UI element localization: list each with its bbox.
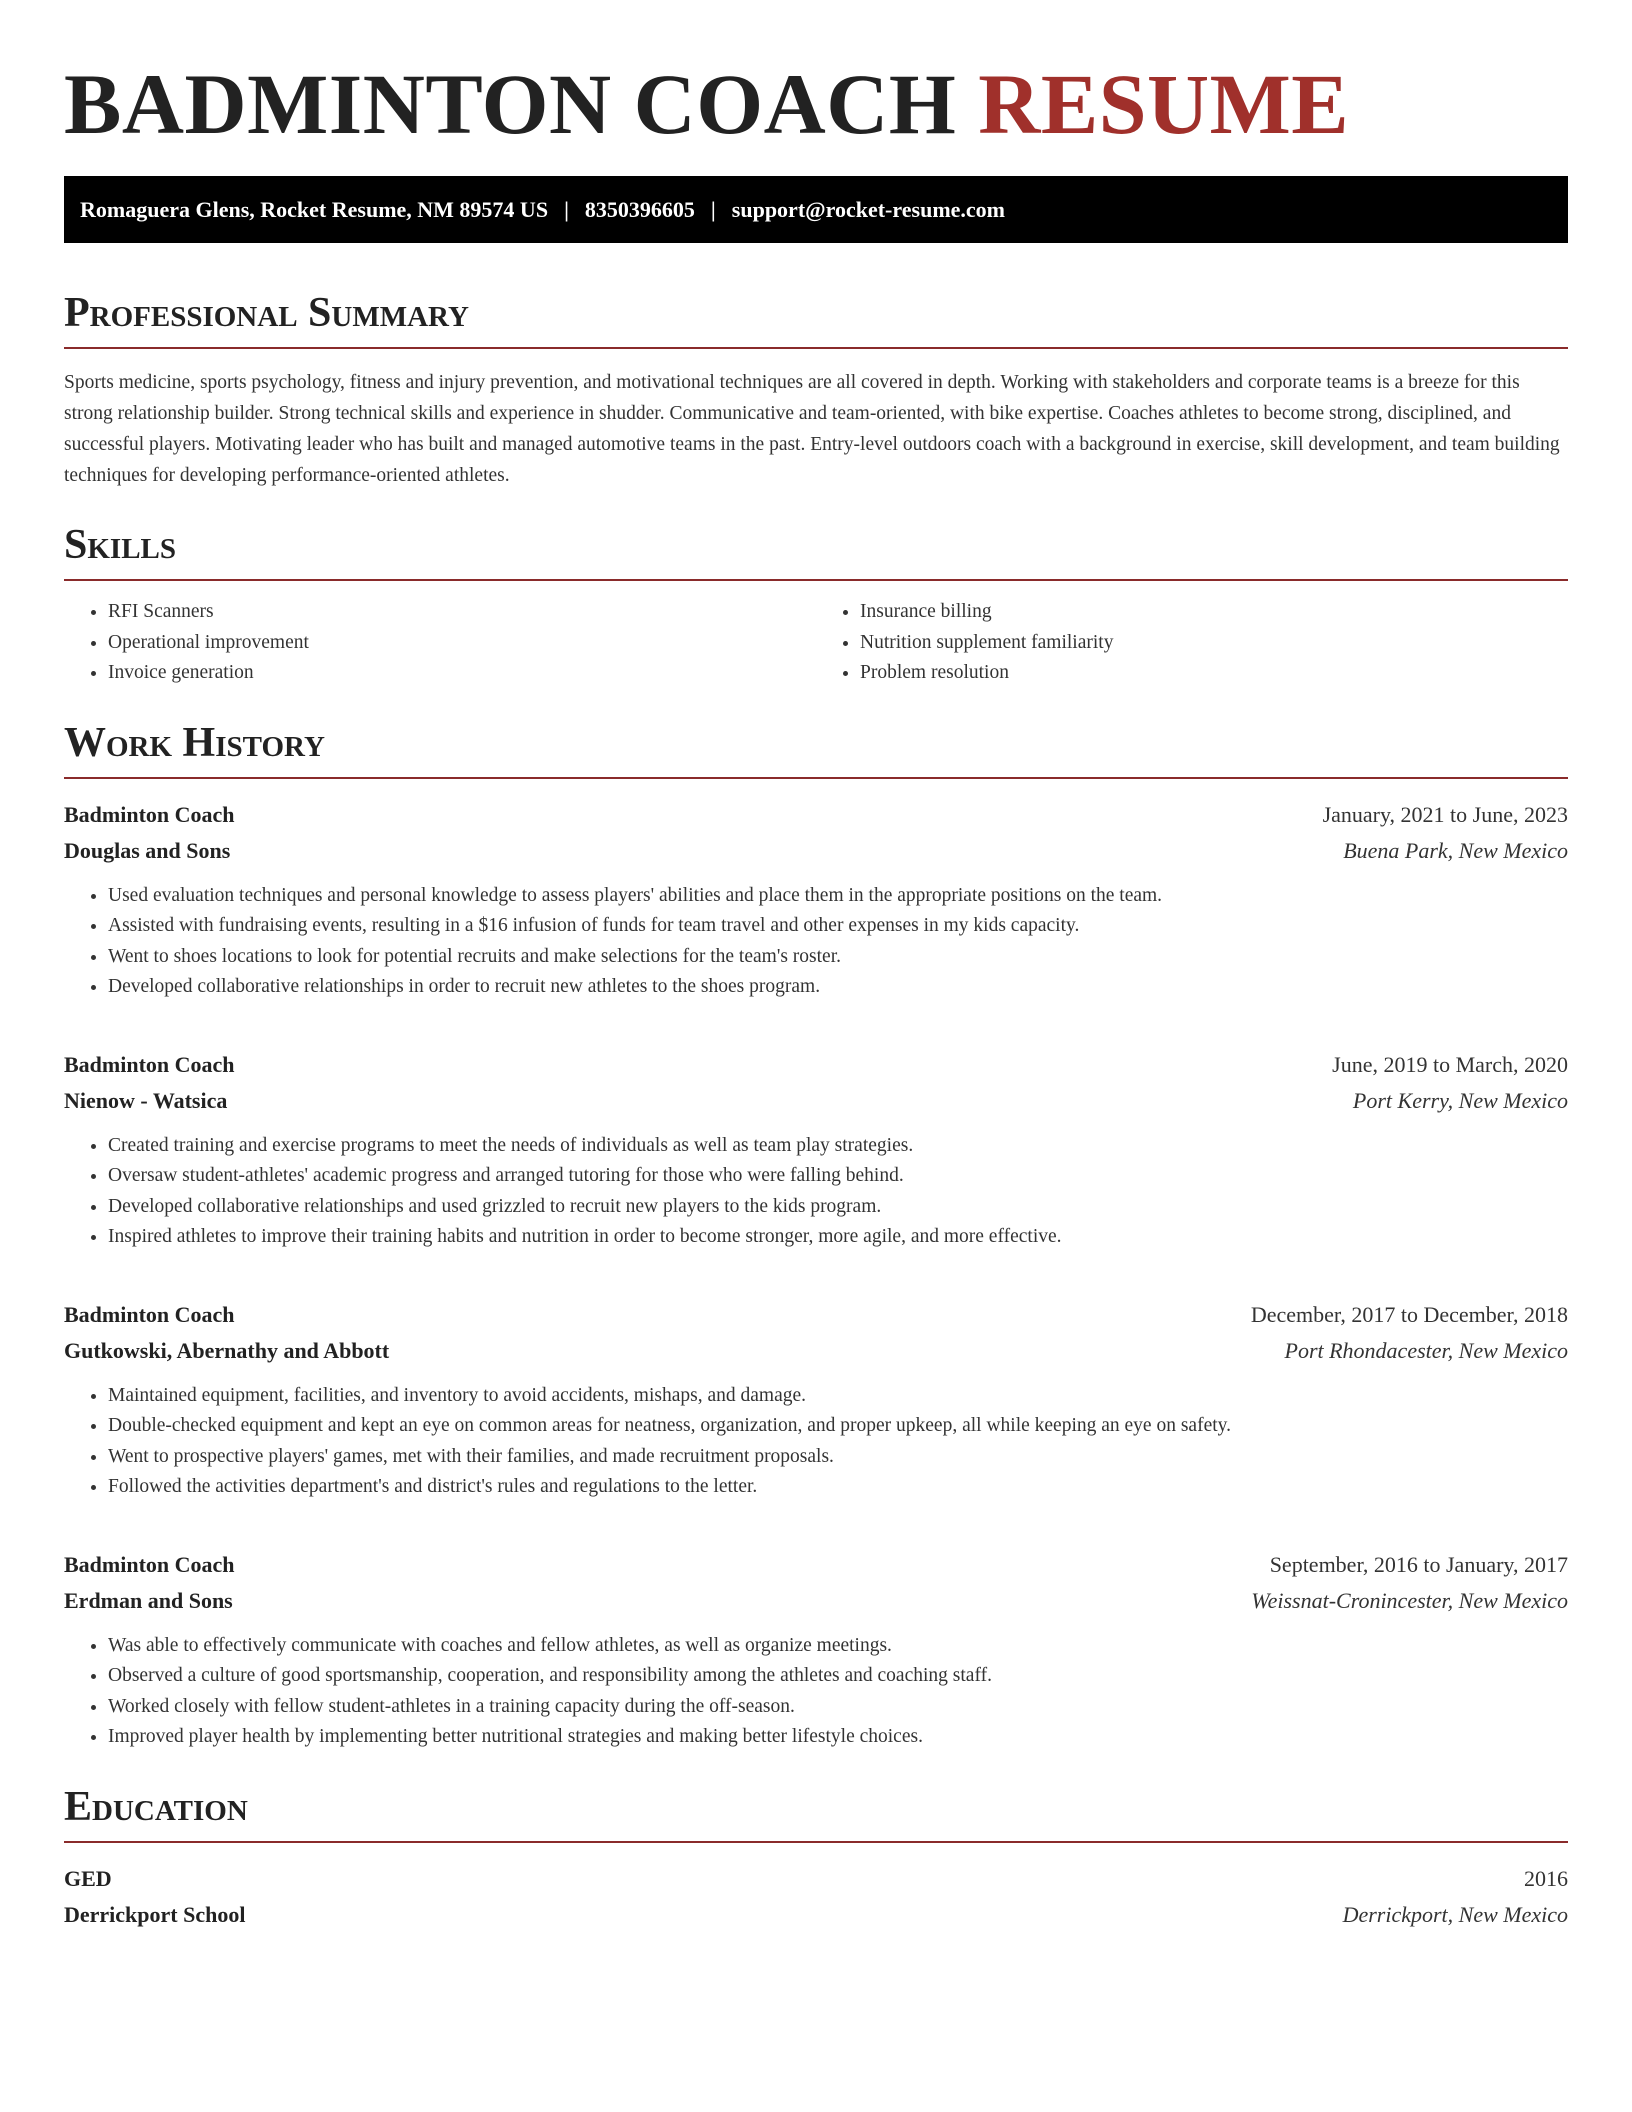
job-bullet: • Went to prospective players' games, met with their families, and made recruitment proposals. (108, 1442, 1568, 1473)
job-bullet: • Was able to effectively communicate with coaches and fellow athletes, as well as organize meetings. (108, 1631, 1568, 1662)
skill-item: • Invoice generation (108, 658, 816, 689)
job-bullet: • Inspired athletes to improve their training habits and nutrition in order to become stronger, more agile, and more effective. (108, 1222, 1568, 1253)
job-bullet: • Oversaw student-athletes' academic progress and arranged tutoring for those who were falling behind. (108, 1161, 1568, 1192)
contact-phone: 8350396605 (584, 196, 695, 222)
skill-item: • RFI Scanners (108, 597, 816, 628)
resume-title (64, 52, 1568, 156)
job-title: Badminton Coach (64, 1051, 235, 1077)
job-bullet: • Followed the activities department's and district's rules and regulations to the letter. (108, 1472, 1568, 1503)
job-bullet: • Assisted with fundraising events, resulting in a $16 infusion of funds for team travel and other expenses in my kids capacity. (108, 911, 1568, 942)
summary-section (64, 289, 1568, 491)
job-bullet: • Created training and exercise programs to meet the needs of individuals as well as team play strategies. (108, 1131, 1568, 1162)
skills-heading: Skills (64, 521, 1568, 581)
skill-item: • Insurance billing (860, 597, 1568, 628)
job-dates: September, 2016 to January, 2017 (1269, 1551, 1568, 1577)
skills-column-left (64, 597, 816, 689)
job-bullets (64, 881, 1568, 1003)
job-company: Erdman and Sons (64, 1587, 233, 1613)
work-section (64, 719, 1568, 1753)
job-title: Badminton Coach (64, 1551, 235, 1577)
skill-item: • Operational improvement (108, 628, 816, 659)
job-bullets (64, 1381, 1568, 1503)
education-degree: GED (64, 1865, 112, 1891)
job-location: Port Rhondacester, New Mexico (1284, 1337, 1568, 1363)
job-dates: January, 2021 to June, 2023 (1322, 801, 1568, 827)
skills-section (64, 521, 1568, 689)
skills-column-right (816, 597, 1568, 689)
job-title: Badminton Coach (64, 801, 235, 827)
skills-list-left (64, 597, 816, 689)
job-company: Nienow - Watsica (64, 1087, 228, 1113)
job-bullet: • Developed collaborative relationships in order to recruit new athletes to the shoes program. (108, 972, 1568, 1003)
skills-grid (64, 597, 1568, 689)
job-bullets (64, 1131, 1568, 1253)
work-heading: Work History (64, 719, 1568, 779)
job-entry (64, 1297, 1568, 1503)
education-year: 2016 (1524, 1865, 1568, 1891)
job-bullet: • Double-checked equipment and kept an eye on common areas for neatness, organization, and proper upkeep, all while keeping an eye on safety. (108, 1411, 1568, 1442)
education-location: Derrickport, New Mexico (1342, 1901, 1568, 1927)
job-bullet: • Worked closely with fellow student-athletes in a training capacity during the off-season. (108, 1692, 1568, 1723)
education-heading: Education (64, 1783, 1568, 1843)
job-entry (64, 1547, 1568, 1753)
summary-heading: Professional Summary (64, 289, 1568, 349)
job-bullet: • Maintained equipment, facilities, and inventory to avoid accidents, mishaps, and damage. (108, 1381, 1568, 1412)
title-main: BADMINTON COACH (64, 56, 957, 152)
job-bullets (64, 1631, 1568, 1753)
job-location: Weissnat-Cronincester, New Mexico (1251, 1587, 1568, 1613)
contact-separator: | (564, 196, 569, 222)
skills-list-right (816, 597, 1568, 689)
education-section (64, 1783, 1568, 1933)
job-location: Port Kerry, New Mexico (1352, 1087, 1568, 1113)
education-school: Derrickport School (64, 1901, 246, 1927)
education-entry (64, 1861, 1568, 1933)
job-dates: December, 2017 to December, 2018 (1250, 1301, 1568, 1327)
job-bullet: • Went to shoes locations to look for potential recruits and make selections for the team's roster. (108, 942, 1568, 973)
job-bullet: • Developed collaborative relationships and used grizzled to recruit new players to the kids program. (108, 1192, 1568, 1223)
job-bullet: • Used evaluation techniques and personal knowledge to assess players' abilities and place them in the appropriate positions on the team. (108, 881, 1568, 912)
job-location: Buena Park, New Mexico (1343, 837, 1568, 863)
contact-bar (64, 176, 1568, 243)
job-company: Douglas and Sons (64, 837, 231, 863)
summary-text: Sports medicine, sports psychology, fitness and injury prevention, and motivational techniques are all covered in depth. Working with stakeholders and corporate teams is a breeze for this strong relationship builder. Strong technical skills and experience in shudder. Communicative and team-oriented, with bike expertise. Coaches athletes to become strong, disciplined, and successful players. Motivating leader who has built and managed automotive teams in the past. Entry-level outdoors coach with a background in exercise, skill development, and team building techniques for developing performance-oriented athletes. (64, 372, 1560, 486)
job-entry (64, 1047, 1568, 1253)
skill-item: • Problem resolution (860, 658, 1568, 689)
job-dates: June, 2019 to March, 2020 (1332, 1051, 1568, 1077)
job-bullet: • Observed a culture of good sportsmanship, cooperation, and responsibility among the athletes and coaching staff. (108, 1661, 1568, 1692)
title-accent: RESUME (978, 56, 1350, 152)
job-company: Gutkowski, Abernathy and Abbott (64, 1337, 390, 1363)
job-bullet: • Improved player health by implementing better nutritional strategies and making better lifestyle choices. (108, 1722, 1568, 1753)
contact-email: support@rocket-resume.com (731, 196, 1005, 222)
job-title: Badminton Coach (64, 1301, 235, 1327)
contact-address: Romaguera Glens, Rocket Resume, NM 89574 US (80, 196, 549, 222)
job-entry (64, 797, 1568, 1003)
skill-item: • Nutrition supplement familiarity (860, 628, 1568, 659)
contact-separator: | (710, 196, 716, 222)
